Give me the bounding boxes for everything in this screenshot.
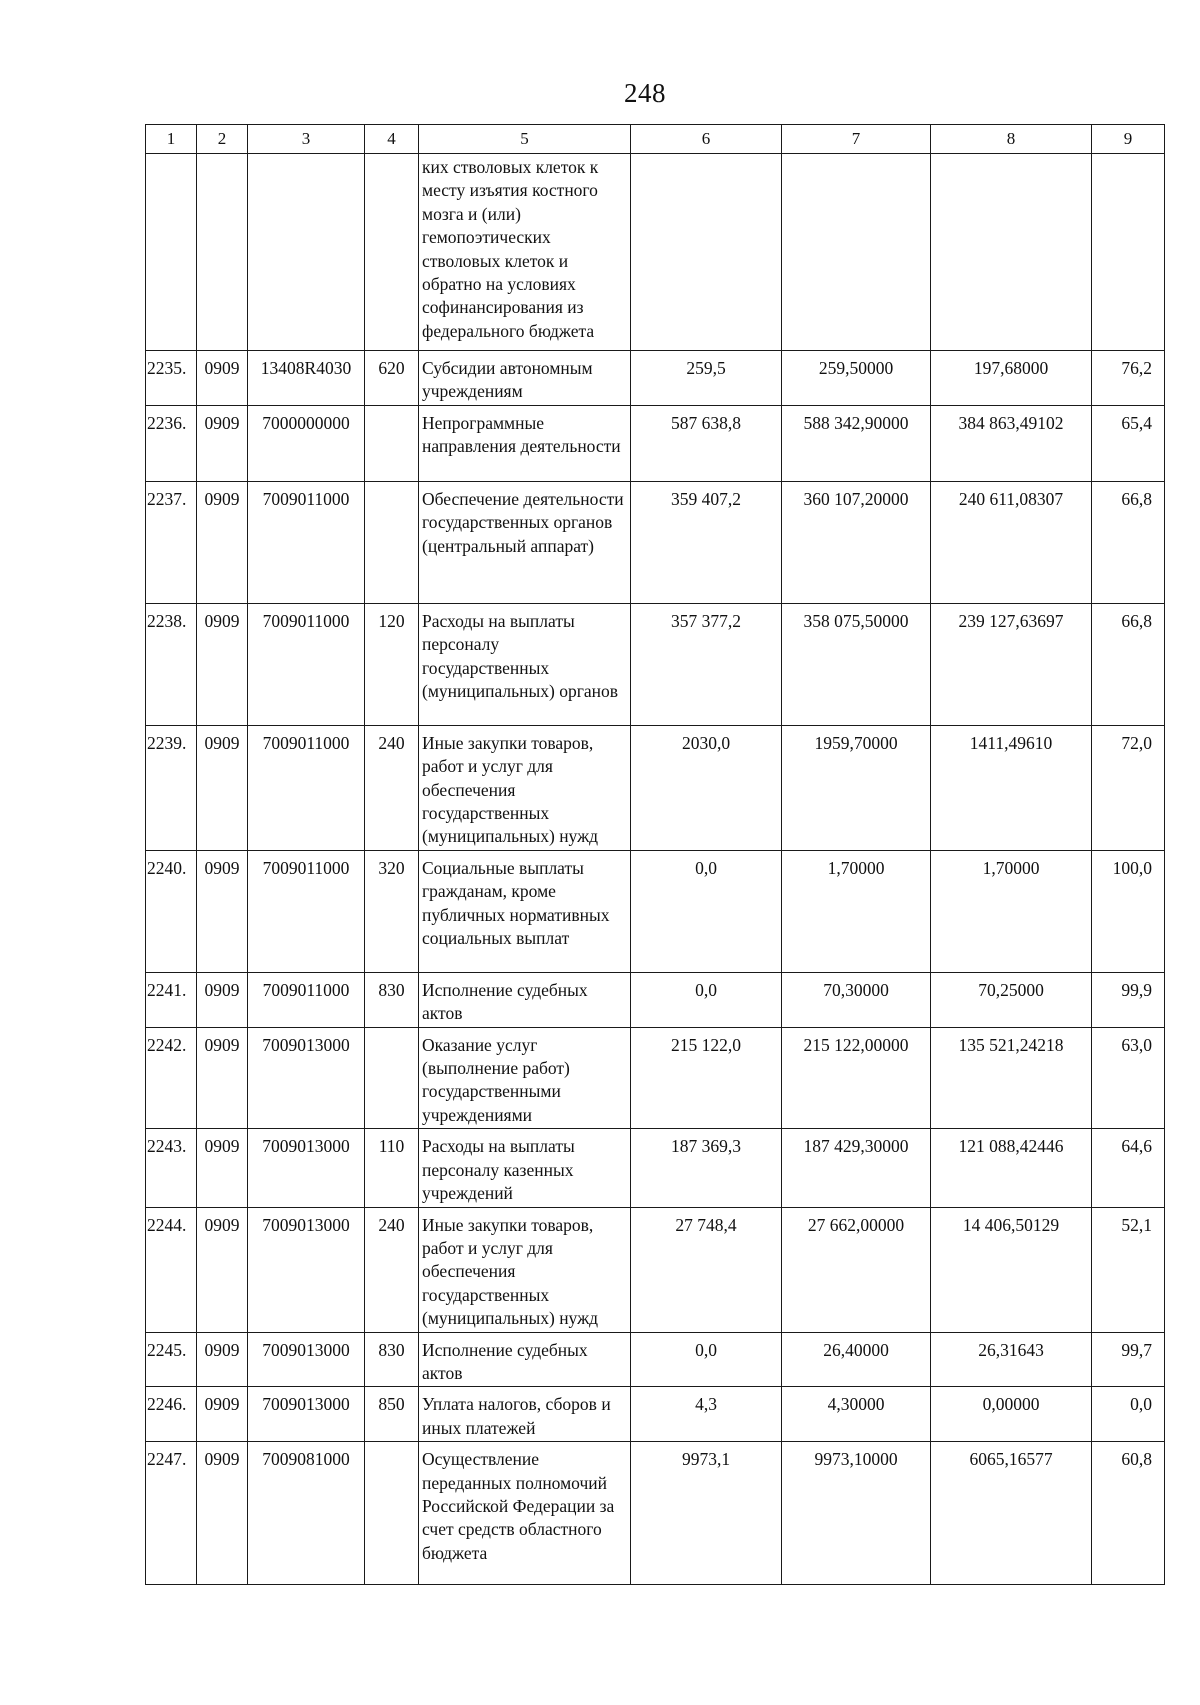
planned-amount-cell: 187 369,3 xyxy=(631,1129,782,1207)
target-article-cell: 7000000000 xyxy=(248,405,365,481)
planned-amount-cell: 587 638,8 xyxy=(631,405,782,481)
target-article-cell: 7009011000 xyxy=(248,481,365,603)
description-cell: Оказание услуг (выполнение работ) государственными учреждениями xyxy=(419,1027,631,1129)
executed-amount-cell: 6065,16577 xyxy=(931,1442,1092,1585)
row-number-cell: 2247. xyxy=(146,1442,197,1585)
column-header: 6 xyxy=(631,125,782,154)
section-code-cell: 0909 xyxy=(197,1129,248,1207)
row-number-cell: 2239. xyxy=(146,725,197,850)
target-article-cell xyxy=(248,154,365,351)
target-article-cell: 7009011000 xyxy=(248,850,365,972)
table-row xyxy=(146,1332,1165,1387)
refined-amount-cell: 588 342,90000 xyxy=(782,405,931,481)
refined-amount-cell: 1,70000 xyxy=(782,850,931,972)
percent-cell: 72,0 xyxy=(1092,725,1165,850)
expense-type-cell: 830 xyxy=(365,1332,419,1387)
percent-cell: 60,8 xyxy=(1092,1442,1165,1585)
planned-amount-cell: 9973,1 xyxy=(631,1442,782,1585)
executed-amount-cell: 135 521,24218 xyxy=(931,1027,1092,1129)
expense-type-cell: 850 xyxy=(365,1387,419,1442)
executed-amount-cell: 1411,49610 xyxy=(931,725,1092,850)
target-article-cell: 7009013000 xyxy=(248,1387,365,1442)
percent-cell: 64,6 xyxy=(1092,1129,1165,1207)
expense-type-cell: 830 xyxy=(365,972,419,1027)
column-header: 2 xyxy=(197,125,248,154)
target-article-cell: 7009011000 xyxy=(248,725,365,850)
planned-amount-cell xyxy=(631,154,782,351)
executed-amount-cell: 0,00000 xyxy=(931,1387,1092,1442)
executed-amount-cell: 121 088,42446 xyxy=(931,1129,1092,1207)
target-article-cell: 7009013000 xyxy=(248,1332,365,1387)
row-number-cell: 2241. xyxy=(146,972,197,1027)
table-row xyxy=(146,725,1165,850)
executed-amount-cell: 239 127,63697 xyxy=(931,603,1092,725)
target-article-cell: 7009011000 xyxy=(248,603,365,725)
target-article-cell: 13408R4030 xyxy=(248,351,365,406)
table-row xyxy=(146,1129,1165,1207)
target-article-cell: 7009013000 xyxy=(248,1027,365,1129)
executed-amount-cell xyxy=(931,154,1092,351)
description-cell: ких стволовых клеток к месту изъятия костного мозга и (или) гемопоэтических стволовых клеток и обратно на условиях софинансирования из федерального бюджета xyxy=(419,154,631,351)
column-header: 9 xyxy=(1092,125,1165,154)
table-row xyxy=(146,405,1165,481)
row-number-cell: 2244. xyxy=(146,1207,197,1332)
refined-amount-cell: 187 429,30000 xyxy=(782,1129,931,1207)
refined-amount-cell: 9973,10000 xyxy=(782,1442,931,1585)
table-row xyxy=(146,1027,1165,1129)
row-number-cell: 2246. xyxy=(146,1387,197,1442)
expense-type-cell: 240 xyxy=(365,725,419,850)
expense-type-cell: 240 xyxy=(365,1207,419,1332)
column-header: 3 xyxy=(248,125,365,154)
row-number-cell: 2245. xyxy=(146,1332,197,1387)
section-code-cell: 0909 xyxy=(197,1207,248,1332)
table-row xyxy=(146,850,1165,972)
planned-amount-cell: 0,0 xyxy=(631,850,782,972)
table-row xyxy=(146,154,1165,351)
refined-amount-cell: 360 107,20000 xyxy=(782,481,931,603)
column-header: 4 xyxy=(365,125,419,154)
table-row xyxy=(146,351,1165,406)
refined-amount-cell: 1959,70000 xyxy=(782,725,931,850)
planned-amount-cell: 4,3 xyxy=(631,1387,782,1442)
planned-amount-cell: 0,0 xyxy=(631,1332,782,1387)
expense-type-cell xyxy=(365,481,419,603)
description-cell: Расходы на выплаты персоналу государственных (муниципальных) органов xyxy=(419,603,631,725)
refined-amount-cell: 358 075,50000 xyxy=(782,603,931,725)
budget-table xyxy=(145,124,1165,1585)
table-row xyxy=(146,1387,1165,1442)
percent-cell: 52,1 xyxy=(1092,1207,1165,1332)
section-code-cell: 0909 xyxy=(197,1027,248,1129)
table-row xyxy=(146,1207,1165,1332)
row-number-cell: 2240. xyxy=(146,850,197,972)
section-code-cell xyxy=(197,154,248,351)
expense-type-cell: 120 xyxy=(365,603,419,725)
percent-cell: 100,0 xyxy=(1092,850,1165,972)
row-number-cell: 2243. xyxy=(146,1129,197,1207)
description-cell: Иные закупки товаров, работ и услуг для обеспечения государственных (муниципальных) нужд xyxy=(419,1207,631,1332)
percent-cell: 76,2 xyxy=(1092,351,1165,406)
executed-amount-cell: 26,31643 xyxy=(931,1332,1092,1387)
expense-type-cell: 620 xyxy=(365,351,419,406)
planned-amount-cell: 259,5 xyxy=(631,351,782,406)
expense-type-cell xyxy=(365,405,419,481)
table-row xyxy=(146,972,1165,1027)
description-cell: Исполнение судебных актов xyxy=(419,1332,631,1387)
refined-amount-cell: 27 662,00000 xyxy=(782,1207,931,1332)
expense-type-cell xyxy=(365,1027,419,1129)
column-header: 1 xyxy=(146,125,197,154)
executed-amount-cell: 14 406,50129 xyxy=(931,1207,1092,1332)
description-cell: Расходы на выплаты персоналу казенных учреждений xyxy=(419,1129,631,1207)
column-header: 8 xyxy=(931,125,1092,154)
target-article-cell: 7009013000 xyxy=(248,1207,365,1332)
column-header: 7 xyxy=(782,125,931,154)
executed-amount-cell: 70,25000 xyxy=(931,972,1092,1027)
section-code-cell: 0909 xyxy=(197,1442,248,1585)
percent-cell: 66,8 xyxy=(1092,481,1165,603)
target-article-cell: 7009081000 xyxy=(248,1442,365,1585)
expense-type-cell: 320 xyxy=(365,850,419,972)
target-article-cell: 7009013000 xyxy=(248,1129,365,1207)
section-code-cell: 0909 xyxy=(197,1387,248,1442)
percent-cell: 99,7 xyxy=(1092,1332,1165,1387)
description-cell: Исполнение судебных актов xyxy=(419,972,631,1027)
section-code-cell: 0909 xyxy=(197,481,248,603)
description-cell: Социальные выплаты гражданам, кроме публичных нормативных социальных выплат xyxy=(419,850,631,972)
percent-cell: 65,4 xyxy=(1092,405,1165,481)
table-row xyxy=(146,603,1165,725)
planned-amount-cell: 27 748,4 xyxy=(631,1207,782,1332)
row-number-cell: 2236. xyxy=(146,405,197,481)
description-cell: Непрограммные направления деятельности xyxy=(419,405,631,481)
planned-amount-cell: 2030,0 xyxy=(631,725,782,850)
planned-amount-cell: 357 377,2 xyxy=(631,603,782,725)
expense-type-cell xyxy=(365,1442,419,1585)
table-header-row xyxy=(146,125,1165,154)
description-cell: Осуществление переданных полномочий Российской Федерации за счет средств областного бюджета xyxy=(419,1442,631,1585)
expense-type-cell: 110 xyxy=(365,1129,419,1207)
executed-amount-cell: 1,70000 xyxy=(931,850,1092,972)
description-cell: Иные закупки товаров, работ и услуг для обеспечения государственных (муниципальных) нужд xyxy=(419,725,631,850)
percent-cell: 0,0 xyxy=(1092,1387,1165,1442)
row-number-cell: 2235. xyxy=(146,351,197,406)
row-number-cell: 2238. xyxy=(146,603,197,725)
section-code-cell: 0909 xyxy=(197,351,248,406)
executed-amount-cell: 197,68000 xyxy=(931,351,1092,406)
refined-amount-cell: 26,40000 xyxy=(782,1332,931,1387)
row-number-cell xyxy=(146,154,197,351)
planned-amount-cell: 215 122,0 xyxy=(631,1027,782,1129)
description-cell: Обеспечение деятельности государственных органов (центральный аппарат) xyxy=(419,481,631,603)
percent-cell: 63,0 xyxy=(1092,1027,1165,1129)
row-number-cell: 2242. xyxy=(146,1027,197,1129)
refined-amount-cell: 259,50000 xyxy=(782,351,931,406)
table-row xyxy=(146,1442,1165,1585)
refined-amount-cell: 4,30000 xyxy=(782,1387,931,1442)
page-number: 248 xyxy=(624,78,666,108)
section-code-cell: 0909 xyxy=(197,972,248,1027)
planned-amount-cell: 0,0 xyxy=(631,972,782,1027)
target-article-cell: 7009011000 xyxy=(248,972,365,1027)
section-code-cell: 0909 xyxy=(197,725,248,850)
section-code-cell: 0909 xyxy=(197,1332,248,1387)
section-code-cell: 0909 xyxy=(197,603,248,725)
planned-amount-cell: 359 407,2 xyxy=(631,481,782,603)
expense-type-cell xyxy=(365,154,419,351)
description-cell: Уплата налогов, сборов и иных платежей xyxy=(419,1387,631,1442)
refined-amount-cell: 215 122,00000 xyxy=(782,1027,931,1129)
percent-cell: 99,9 xyxy=(1092,972,1165,1027)
refined-amount-cell xyxy=(782,154,931,351)
section-code-cell: 0909 xyxy=(197,850,248,972)
executed-amount-cell: 240 611,08307 xyxy=(931,481,1092,603)
description-cell: Субсидии автономным учреждениям xyxy=(419,351,631,406)
column-header: 5 xyxy=(419,125,631,154)
percent-cell: 66,8 xyxy=(1092,603,1165,725)
table-row xyxy=(146,481,1165,603)
section-code-cell: 0909 xyxy=(197,405,248,481)
executed-amount-cell: 384 863,49102 xyxy=(931,405,1092,481)
percent-cell xyxy=(1092,154,1165,351)
row-number-cell: 2237. xyxy=(146,481,197,603)
refined-amount-cell: 70,30000 xyxy=(782,972,931,1027)
